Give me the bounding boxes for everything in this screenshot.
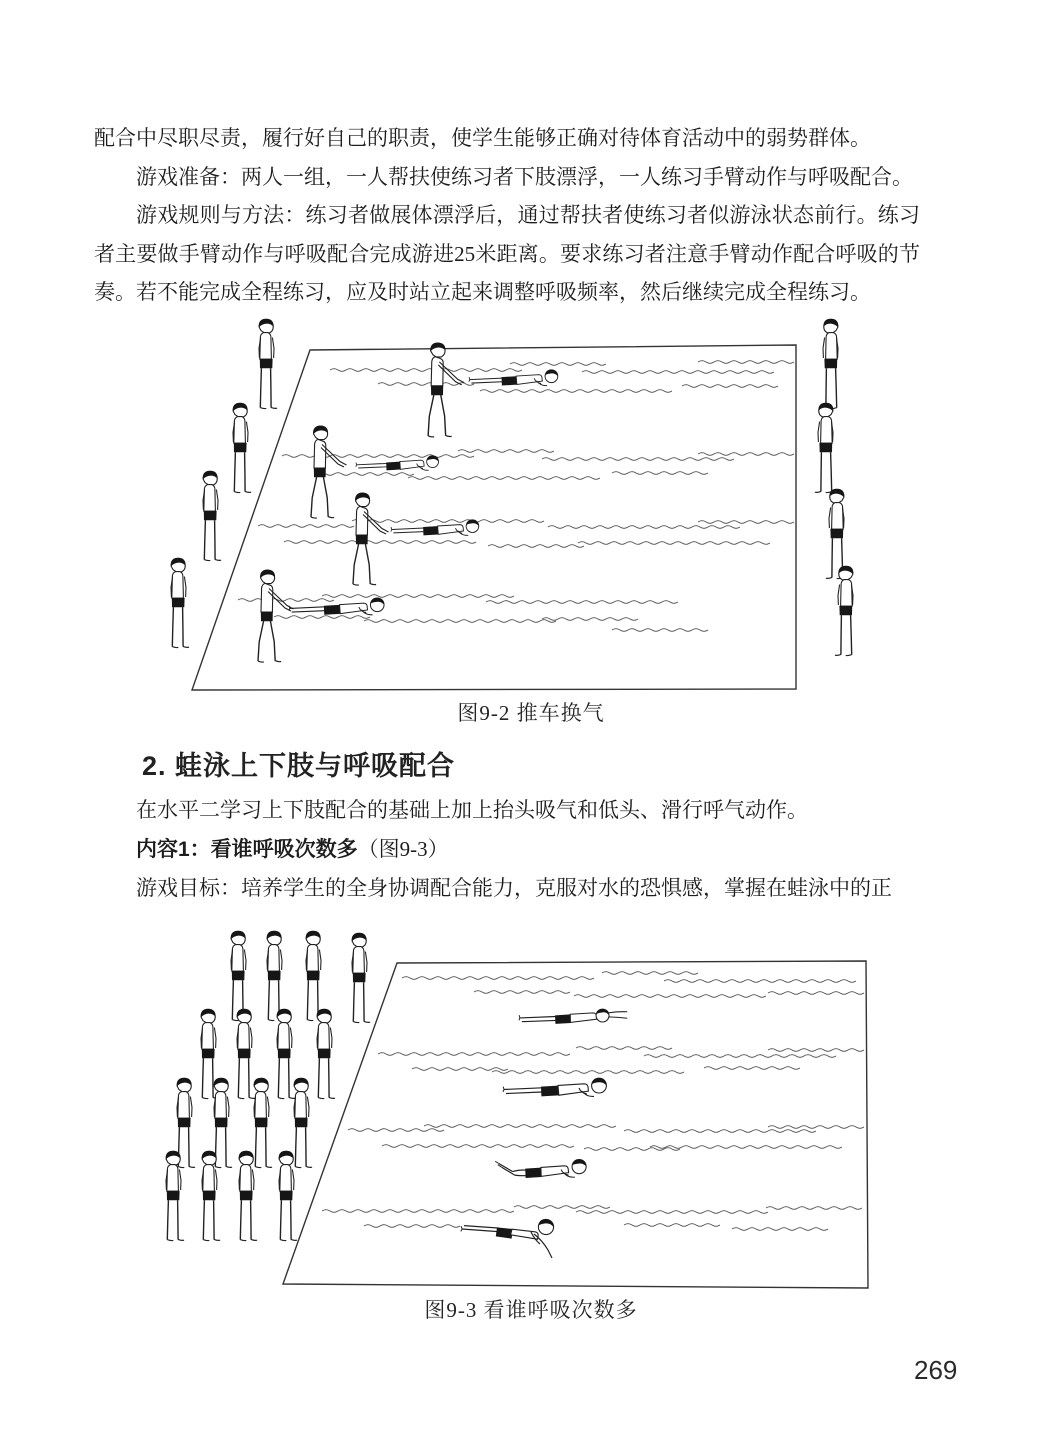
pool-outline [283, 961, 868, 1288]
paragraph-content1 [94, 830, 920, 870]
standing-children-right [815, 319, 853, 656]
body-text-block [94, 119, 920, 312]
water-waves [322, 972, 864, 1231]
standing-children-group [166, 931, 370, 1241]
content1-figure-ref: （图9-3） [357, 836, 449, 861]
section-heading: 2. 蛙泳上下肢与呼吸配合 [142, 751, 456, 781]
figure-9-2-illustration [150, 312, 862, 702]
paragraph-continuation: 配合中尽职尽责，履行好自己的职责，使学生能够正确对待体育活动中的弱势群体。 [94, 126, 871, 150]
section-text-block [94, 791, 920, 908]
paragraph-level2-intro: 在水平二学习上下肢配合的基础上加上抬头吸气和低头、滑行呼气动作。 [136, 798, 808, 822]
figure-9-3-caption: 图9-3 看谁呼吸次数多 [424, 1298, 638, 1322]
water-waves [238, 361, 794, 632]
content1-label: 内容1：看谁呼吸次数多 [136, 837, 358, 861]
paragraph-game-goal: 游戏目标：培养学生的全身协调配合能力，克服对水的恐惧感，掌握在蛙泳中的正 [136, 876, 892, 900]
pool-outline [192, 345, 796, 690]
page-number: 269 [914, 1355, 958, 1385]
helper-pushers [258, 343, 464, 662]
breaststroke-swimmers [461, 1009, 627, 1258]
paragraph-game-prep: 游戏准备：两人一组，一人帮扶使练习者下肢漂浮，一人练习手臂动作与呼吸配合。 [136, 164, 913, 189]
paragraph-game-rules: 游戏规则与方法：练习者做展体漂浮后，通过帮扶者使练习者似游泳状态前行。练习者主要做手臂动作与呼吸配合完成游进25米距离。要求练习者注意手臂动作配合呼吸的节奏。若不能完成全程练习，应及时站立起来调整呼吸频率，然后继续完成全程练习。 [94, 203, 920, 304]
figure-9-2-caption: 图9-2 推车换气 [457, 701, 605, 725]
floating-swimmers [289, 370, 558, 615]
figure-9-3-illustration [140, 918, 882, 1293]
